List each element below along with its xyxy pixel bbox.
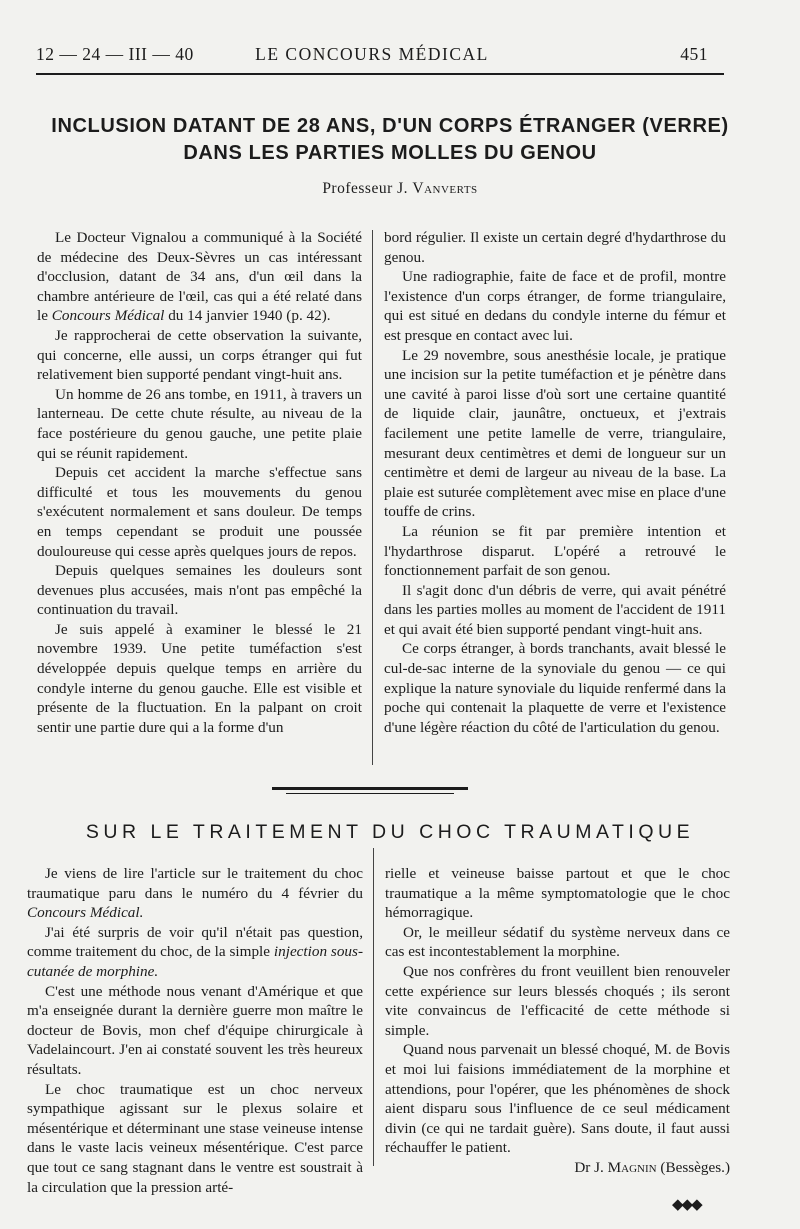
text-run: Depuis cet accident la marche s'effectue sans difficulté et tous les mouvements du genou s'exécutent normalement et sans douleur. De temps en temps cependant se produit une poussée douloureuse qui cesse après quelques jours de repos. [37, 464, 362, 560]
paragraph [27, 923, 363, 982]
text-run: Depuis quelques semaines les douleurs sont devenues plus accusées, mais n'ont pas empêché la continuation du travail. [37, 562, 362, 619]
text-run: bord régulier. Il existe un certain degré d'hydarthrose du genou. [384, 229, 726, 266]
signature [385, 1158, 730, 1178]
article2-right-column [385, 864, 730, 1178]
text-run: J'ai été surpris de voir qu'il n'était pas question, comme traitement du choc, de la simple [27, 923, 363, 961]
paragraph [385, 962, 730, 1040]
signature-prefix: Dr J. [574, 1158, 608, 1176]
article2-right-paragraphs [385, 864, 730, 1158]
paragraph [37, 561, 362, 620]
text-run: Ce corps étranger, à bords tranchants, avait blessé le cul-de-sac interne de la synoviale du genou — ce qui explique la nature synoviale du liquide renfermé dans la poche qui contenait la plaquette de verre et l'existence d'une légère réaction du côté de l'articulation du genou. [384, 640, 726, 736]
article1-left-column [37, 228, 362, 737]
text-run: Que nos confrères du front veuillent bien renouveler cette expérience sur leurs blessés choqués ; ils seront vite convaincus de l'efficacité de cette méthode si simple. [385, 962, 730, 1039]
paragraph [37, 385, 362, 463]
paragraph [385, 1040, 730, 1158]
text-run: La réunion se fit par première intention et l'hydarthrose disparut. L'opéré a retrouvé le fonctionnement parfait de son genou. [384, 522, 726, 580]
paragraph [384, 267, 726, 345]
signature-place: (Bessèges.) [656, 1158, 730, 1176]
italic-text: Concours Médical. [27, 904, 144, 922]
page-number: 451 [680, 44, 708, 64]
signature-name: Magnin [607, 1158, 657, 1176]
text-run: C'est une méthode nous venant d'Amérique et que m'a enseignée durant la dernière guerre mon maître le docteur de Bovis, mon chef d'équipe chirurgicale à Vadelaincourt. J'en ai constaté souvent les très heureux résultats. [27, 982, 363, 1078]
text-run: Le Docteur Vignalou a communiqué à la Société de médecine des Deux-Sèvres un cas intéressant d'occlusion, datant de 34 ans, d'un œil dans la chambre antérieure de l'œil, cas qui a été relaté dans le [37, 229, 362, 325]
author-name: Vanverts [412, 180, 478, 197]
text-run: Je rapprocherai de cette observation la suivante, qui concerne, elle aussi, un corps étranger qui fut relativement bien supporté pendant vingt-huit ans. [37, 326, 362, 384]
italic-text: Concours Médical [51, 307, 165, 325]
article-separator [272, 787, 468, 790]
article2-left-column [27, 864, 363, 1197]
issue-date: 12 — 24 — III — 40 [36, 44, 194, 64]
paragraph [384, 639, 726, 737]
text-run: Le choc traumatique est un choc nerveux sympathique agissant sur le plexus solaire et mésentérique et déterminant une stase veineuse intense dans le vaste lacis veineux mésentérique. C'est parce que tout ce sang stagnant dans le ventre est soustrait à la circulation que la pression arté- [27, 1080, 363, 1196]
article1-author [0, 180, 800, 198]
author-prefix: Professeur J. [322, 180, 413, 197]
text-run: Or, le meilleur sédatif du système nerveux dans ce cas est incontestablement la morphine. [385, 923, 730, 961]
text-run: rielle et veineuse baisse partout et que le choc traumatique a la même symptomatologie que le choc hémorragique. [385, 865, 730, 922]
text-run: Il s'agit donc d'un débris de verre, qui avait pénétré dans les parties molles au moment de l'accident de 1911 et qui avait été bien supporté pendant vingt-huit ans. [384, 581, 726, 638]
article1-title-line2: DANS LES PARTIES MOLLES DU GENOU [183, 142, 597, 164]
article-separator-thin [286, 793, 454, 794]
text-run: Je viens de lire l'article sur le traitement du choc traumatique paru dans le numéro du 4 février du [27, 865, 363, 902]
text-run: Un homme de 26 ans tombe, en 1911, à travers un lanterneau. De cette chute résulte, au niveau de la face postérieure du genou gauche, une petite plaie qui se réunit rapidement. [37, 385, 362, 462]
header-rule [36, 73, 724, 75]
running-header [36, 44, 708, 72]
paragraph [37, 620, 362, 738]
paragraph [384, 522, 726, 581]
text-run: Quand nous parvenait un blessé choqué, M. de Bovis et moi lui faisions immédiatement de la morphine et attendions, pour l'opérer, que les phénomènes de shock aient disparu sous l'influence de ce seul médicament divin (ce qui ne tardait guère). Sans doute, il faut aussi réchauffer le patient. [385, 1041, 730, 1157]
paragraph [27, 864, 363, 923]
paragraph [385, 864, 730, 923]
paragraph [384, 228, 726, 267]
text-run: Une radiographie, faite de face et de profil, montre l'existence d'un corps étranger, de forme triangulaire, qui est situé en dedans du condyle interne du fémur et est presque en contact avec lui. [384, 268, 726, 344]
italic-text: injection sous-cutanée de morphine. [27, 943, 363, 980]
journal-title: LE CONCOURS MÉDICAL [255, 44, 489, 64]
text-run: Le 29 novembre, sous anesthésie locale, je pratique une incision sur la petite tuméfaction et je pénètre dans une cavité à paroi lisse d'où sort une certaine quantité de liquide clair, jaunâtre, onctueux, et j'extrais facilement une petite lamelle de verre, triangulaire, mesurant deux centimètres et demi de longueur sur un centimètre et demi de largeur au niveau de la base. La plaie est suturée complètement avec mise en place d'une touffe de crins. [384, 346, 726, 521]
end-ornament: ◆◆◆ [672, 1197, 701, 1213]
text-run: Je suis appelé à examiner le blessé le 21 novembre 1939. Une petite tuméfaction s'est développée depuis quelque temps en arrière du condyle interne du genou gauche. Elle est visible et présente de la fluctuation. En la palpant on croit sentir une partie dure qui a la forme d'un [37, 620, 362, 736]
article2-title: SUR LE TRAITEMENT DU CHOC TRAUMATIQUE [85, 821, 695, 843]
paragraph [27, 1080, 363, 1198]
text-run: du 14 janvier 1940 (p. 42). [164, 307, 331, 325]
paragraph [37, 228, 362, 326]
paragraph [384, 346, 726, 522]
article1-title-line1: INCLUSION DATANT DE 28 ANS, D'UN CORPS ÉTRANGER (VERRE) [51, 115, 729, 137]
paragraph [384, 581, 726, 640]
paragraph [27, 982, 363, 1080]
article1-title [40, 113, 740, 167]
column-divider [372, 230, 373, 765]
paragraph [37, 326, 362, 385]
paragraph [37, 463, 362, 561]
article1-right-column [384, 228, 726, 737]
paragraph [385, 923, 730, 962]
column-divider-2 [373, 848, 374, 1166]
